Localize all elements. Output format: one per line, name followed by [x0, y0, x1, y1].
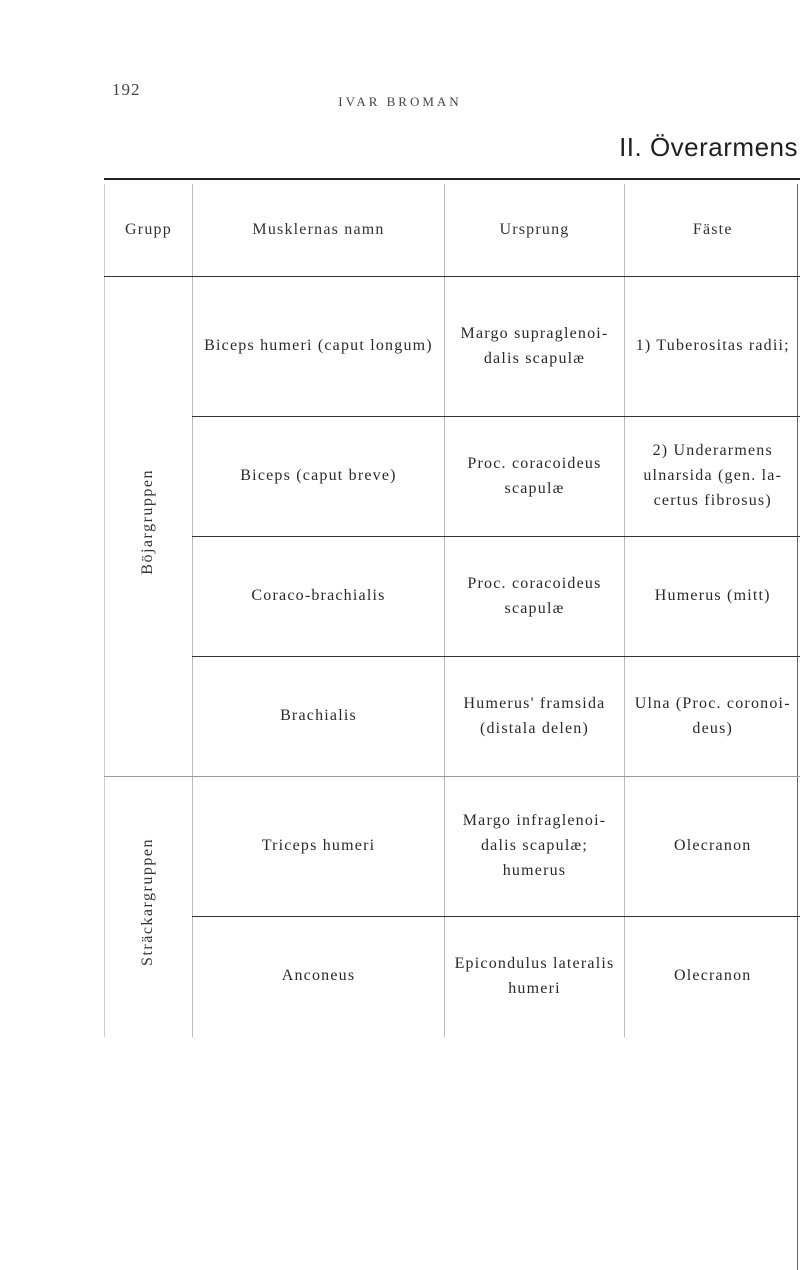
cell-namn: Brachialis: [193, 657, 445, 777]
cell-namn: Biceps humeri (caput longum): [193, 277, 445, 417]
muscle-table: [104, 184, 800, 1037]
table-row: [105, 657, 800, 777]
cell-ursprung: Epicondulus lateralis humeri: [445, 917, 625, 1037]
cell-faste: 1) Tuberositas radii;: [625, 277, 800, 417]
table-header-row: [105, 184, 800, 277]
table-row: [105, 777, 800, 917]
group-cell-strackargruppen: [105, 777, 193, 1037]
cell-ursprung: Proc. coracoideus scapulæ: [445, 537, 625, 657]
cell-faste: 2) Underarmens ulnarsida (gen. la-certus fibrosus): [625, 417, 800, 537]
group-label: Sträckargruppen: [139, 838, 157, 967]
group-label: Böjargruppen: [139, 469, 157, 575]
cell-ursprung: Margo supraglenoi-dalis scapulæ: [445, 277, 625, 417]
cell-faste: Ulna (Proc. coronoi-deus): [625, 657, 800, 777]
cell-faste: Olecranon: [625, 917, 800, 1037]
cell-ursprung: Humerus' framsida (distala delen): [445, 657, 625, 777]
table-row: [105, 917, 800, 1037]
table-row: [105, 417, 800, 537]
running-head: IVAR BROMAN: [338, 94, 462, 109]
table-row: [105, 277, 800, 417]
cell-faste: Humerus (mitt): [625, 537, 800, 657]
title-rule: [104, 178, 800, 180]
cell-namn: Triceps humeri: [193, 777, 445, 917]
column-header-namn: Musklernas namn: [193, 184, 445, 277]
cell-ursprung: Proc. coracoideus scapulæ: [445, 417, 625, 537]
group-cell-bojargruppen: [105, 277, 193, 777]
cell-namn: Biceps (caput breve): [193, 417, 445, 537]
cell-namn: Coraco-brachialis: [193, 537, 445, 657]
cell-namn: Anconeus: [193, 917, 445, 1037]
section-title: II. Överarmens: [619, 132, 798, 162]
cell-faste: Olecranon: [625, 777, 800, 917]
column-header-grupp: Grupp: [105, 184, 193, 277]
column-header-faste: Fäste: [625, 184, 800, 277]
table-row: [105, 537, 800, 657]
cell-ursprung: Margo infraglenoi-dalis scapulæ; humerus: [445, 777, 625, 917]
column-header-ursprung: Ursprung: [445, 184, 625, 277]
page-number: 192: [112, 80, 141, 99]
